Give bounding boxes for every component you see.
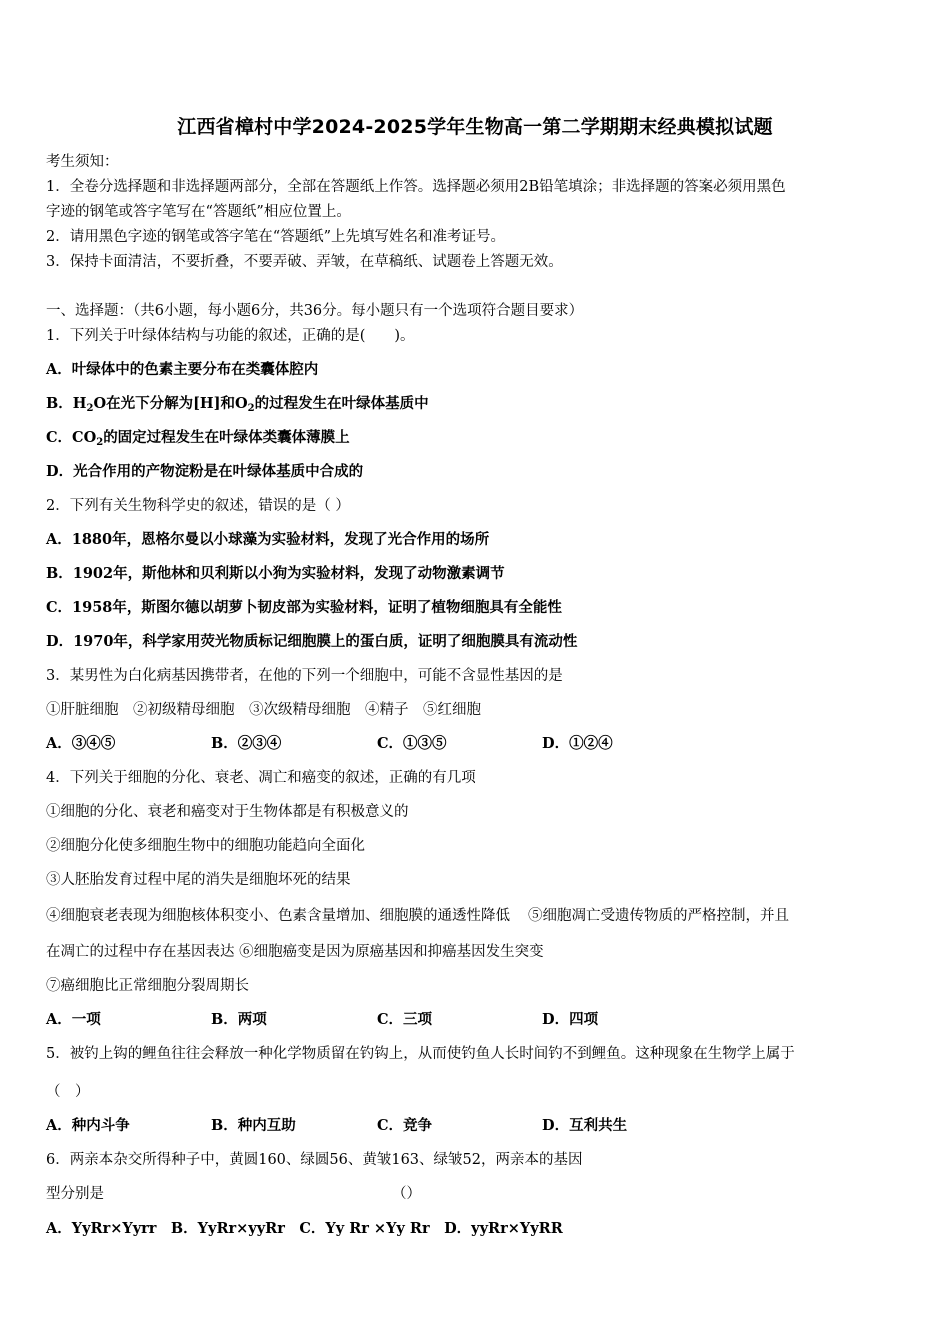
subscript: 2 [96, 437, 104, 448]
notice-item: 字迹的钢笔或答字笔写在“答题纸”相应位置上。 [46, 204, 351, 220]
option-a: A．种内斗争 [46, 1117, 130, 1134]
option-c: C．三项 [377, 1011, 433, 1028]
option-c: C．①③⑤ [377, 735, 447, 752]
option-b: B．种内互助 [211, 1117, 296, 1134]
question-4-statement: ①细胞的分化、衰老和癌变对于生物体都是有积极意义的 [46, 804, 409, 820]
question-4-statement: ③人胚胎发育过程中尾的消失是细胞坏死的结果 [46, 872, 351, 888]
subscript: 2 [86, 403, 94, 414]
notice-header: 考生须知： [46, 154, 119, 170]
question-6-stem: 6．两亲本杂交所得种子中，黄圆160、绿圆56、黄皱163、绿皱52，两亲本的基因 [46, 1152, 583, 1168]
question-5-stem: 5．被钓上钩的鲤鱼往往会释放一种化学物质留在钓钩上，从而使钓鱼人长时间钓不到鲤鱼。这种现象在生物学上属于 [46, 1046, 795, 1062]
question-5-options [46, 1116, 906, 1136]
question-1-option-a: A．叶绿体中的色素主要分布在类囊体腔内 [46, 361, 319, 378]
option-b: B．②③④ [211, 735, 282, 752]
option-d: D．四项 [542, 1011, 599, 1028]
question-3-stem: 3．某男性为白化病基因携带者，在他的下列一个细胞中，可能不含显性基因的是 [46, 668, 563, 684]
question-2-option-c: C．1958年，斯图尔德以胡萝卜韧皮部为实验材料，证明了植物细胞具有全能性 [46, 599, 562, 616]
question-4-statement [46, 906, 789, 926]
question-3-options [46, 734, 906, 754]
question-1-option-d: D．光合作用的产物淀粉是在叶绿体基质中合成的 [46, 463, 364, 480]
notice-item: 2．请用黑色字迹的钢笔或答字笔在“答题纸”上先填写姓名和准考证号。 [46, 229, 506, 245]
text: C．CO [46, 429, 97, 446]
option-d: D．互利共生 [542, 1117, 628, 1134]
text: B．H [46, 395, 87, 412]
question-4-stem: 4．下列关于细胞的分化、衰老、凋亡和癌变的叙述，正确的有几项 [46, 770, 476, 786]
option-b: B．两项 [211, 1011, 267, 1028]
subscript: 2 [247, 403, 255, 414]
option-a: A．③④⑤ [46, 735, 116, 752]
text: ⑤细胞凋亡受遗传物质的严格控制，并且 [528, 908, 789, 924]
question-6-paren: （） [392, 1186, 421, 1202]
question-6-stem-cont: 型分别是 [46, 1186, 104, 1202]
question-1-option-b [46, 394, 429, 419]
question-4-statement: ②细胞分化使多细胞生物中的细胞功能趋向全面化 [46, 838, 365, 854]
option-c: C．竞争 [377, 1117, 433, 1134]
question-3-items: ①肝脏细胞 ②初级精母细胞 ③次级精母细胞 ④精子 ⑤红细胞 [46, 702, 481, 718]
question-5-paren: （ ） [46, 1084, 90, 1100]
question-2-option-d: D．1970年，科学家用荧光物质标记细胞膜上的蛋白质，证明了细胞膜具有流动性 [46, 633, 578, 650]
notice-item: 3．保持卡面清洁，不要折叠，不要弄破、弄皱，在草稿纸、试题卷上答题无效。 [46, 254, 563, 270]
section-heading: 一、选择题：（共6小题，每小题6分，共36分。每小题只有一个选项符合题目要求） [46, 303, 584, 319]
question-2-option-a: A．1880年，恩格尔曼以小球藻为实验材料，发现了光合作用的场所 [46, 531, 490, 548]
page-title: 江西省樟村中学2024-2025学年生物高一第二学期期末经典模拟试题 [177, 116, 773, 138]
text: ④细胞衰老表现为细胞核体积变小、色素含量增加、细胞膜的通透性降低 [46, 908, 510, 924]
question-2-stem: 2．下列有关生物科学史的叙述，错误的是（ ） [46, 498, 350, 514]
text: O在光下分解为[H]和O [93, 395, 248, 412]
question-4-options [46, 1010, 906, 1030]
notice-item: 1．全卷分选择题和非选择题两部分，全部在答题纸上作答。选择题必须用2B铅笔填涂；非选择题的答案必须用黑色 [46, 179, 786, 195]
question-2-option-b: B．1902年，斯他林和贝利斯以小狗为实验材料，发现了动物激素调节 [46, 565, 505, 582]
question-1-stem: 1．下列关于叶绿体结构与功能的叙述，正确的是( )。 [46, 328, 415, 344]
question-1-option-c [46, 428, 350, 453]
question-6-options: A．YyRr×Yyrr B．YyRr×yyRr C．Yy Rr ×Yy Rr D．yyRr×YyRR [46, 1220, 563, 1237]
question-4-statement: ⑦癌细胞比正常细胞分裂周期长 [46, 978, 249, 994]
option-a: A．一项 [46, 1011, 101, 1028]
text: 的过程发生在叶绿体基质中 [254, 395, 429, 412]
option-d: D．①②④ [542, 735, 613, 752]
question-4-statement: 在凋亡的过程中存在基因表达 ⑥细胞癌变是因为原癌基因和抑癌基因发生突变 [46, 944, 544, 960]
text: 的固定过程发生在叶绿体类囊体薄膜上 [103, 429, 350, 446]
